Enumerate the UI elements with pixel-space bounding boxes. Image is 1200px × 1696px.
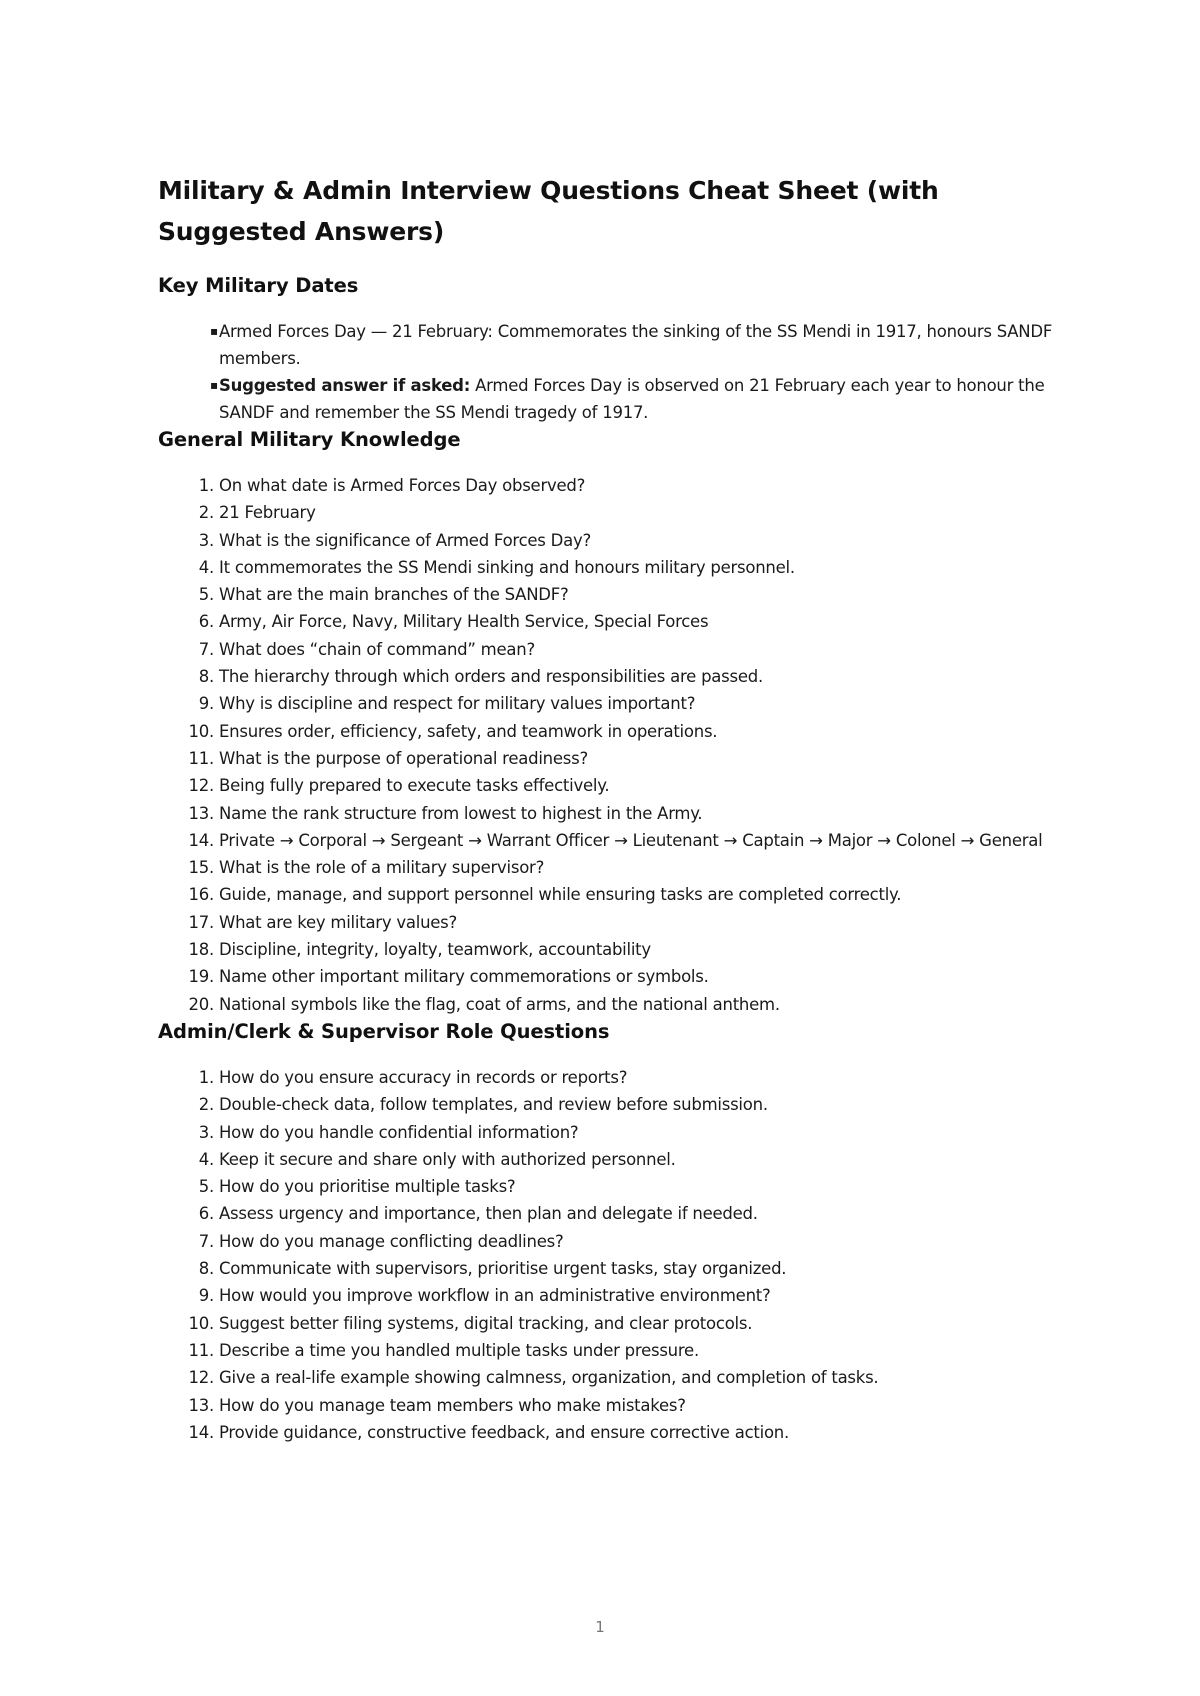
list-item-text: National symbols like the flag, coat of arms, and the national anthem. bbox=[219, 994, 780, 1014]
list-item-text: How would you improve workflow in an administrative environment? bbox=[219, 1286, 771, 1306]
list-item bbox=[158, 1064, 1058, 1091]
list-item bbox=[158, 963, 1058, 990]
list-item-number: 5. bbox=[198, 1177, 214, 1197]
list-item bbox=[158, 1091, 1058, 1118]
general-questions-list bbox=[158, 472, 1058, 1018]
list-item-number: 1. bbox=[198, 476, 214, 495]
bullet-text: Armed Forces Day is observed on 21 February each year to honour the SANDF and remember the SS Mendi tragedy of 1917. bbox=[219, 376, 1045, 422]
list-item-text: Name other important military commemorations or symbols. bbox=[219, 967, 709, 987]
list-item-text: How do you manage team members who make mistakes? bbox=[219, 1395, 686, 1415]
list-item-text: What is the role of a military supervisor? bbox=[219, 858, 545, 878]
list-item-text: Ensures order, efficiency, safety, and teamwork in operations. bbox=[219, 721, 718, 741]
list-item-number: 15. bbox=[188, 858, 214, 878]
list-item-number: 7. bbox=[198, 639, 214, 659]
page-number: 1 bbox=[595, 1618, 605, 1636]
list-item-text: It commemorates the SS Mendi sinking and honours military personnel. bbox=[219, 557, 795, 577]
list-item-number: 7. bbox=[198, 1231, 214, 1251]
list-item-number: 3. bbox=[198, 530, 214, 550]
list-item bbox=[158, 608, 1058, 635]
list-item-number: 1. bbox=[198, 1067, 214, 1087]
list-item bbox=[158, 936, 1058, 963]
list-item-number: 13. bbox=[188, 803, 214, 823]
list-item bbox=[158, 1255, 1058, 1282]
list-item bbox=[158, 1419, 1058, 1446]
list-item bbox=[158, 1364, 1058, 1391]
list-item-number: 10. bbox=[188, 721, 214, 741]
list-item bbox=[158, 1392, 1058, 1419]
list-item-text: How do you prioritise multiple tasks? bbox=[219, 1177, 516, 1197]
list-item-number: 12. bbox=[188, 776, 214, 796]
list-item-text: Being fully prepared to execute tasks effectively. bbox=[219, 776, 610, 796]
list-item-number: 11. bbox=[188, 1340, 214, 1360]
list-item-number: 4. bbox=[198, 1149, 214, 1169]
list-item-text: The hierarchy through which orders and responsibilities are passed. bbox=[219, 667, 763, 687]
list-item-text: How do you handle confidential information? bbox=[219, 1122, 579, 1142]
list-item bbox=[158, 318, 1058, 372]
list-item bbox=[158, 800, 1058, 827]
list-item bbox=[158, 1337, 1058, 1364]
list-item-number: 2. bbox=[198, 1095, 214, 1115]
page-title: Military & Admin Interview Questions Cheat Sheet (with Suggested Answers) bbox=[158, 176, 939, 246]
list-item bbox=[158, 1119, 1058, 1146]
list-item-text: Describe a time you handled multiple tasks under pressure. bbox=[219, 1340, 699, 1360]
list-item-number: 14. bbox=[188, 830, 214, 850]
list-item bbox=[158, 1228, 1058, 1255]
list-item-text: What does “chain of command” mean? bbox=[219, 639, 535, 659]
list-item bbox=[158, 690, 1058, 717]
list-item bbox=[158, 772, 1058, 799]
list-item bbox=[158, 909, 1058, 936]
list-item-text: Army, Air Force, Navy, Military Health Service, Special Forces bbox=[219, 612, 709, 632]
list-item bbox=[158, 1310, 1058, 1337]
list-item-number: 8. bbox=[198, 667, 214, 687]
list-item-number: 2. bbox=[198, 503, 214, 523]
list-item-number: 6. bbox=[198, 1204, 214, 1224]
list-item-number: 9. bbox=[198, 1286, 214, 1306]
list-item bbox=[158, 881, 1058, 908]
list-item-text: Double-check data, follow templates, and review before submission. bbox=[219, 1095, 768, 1115]
list-item-text: What are key military values? bbox=[219, 912, 458, 932]
list-item-text: Discipline, integrity, loyalty, teamwork, accountability bbox=[219, 940, 651, 960]
bullet-bold-label: Suggested answer if asked: bbox=[219, 376, 471, 395]
section-heading-key-dates: Key Military Dates bbox=[158, 274, 359, 297]
list-item-text: How do you ensure accuracy in records or reports? bbox=[219, 1067, 628, 1087]
list-item bbox=[158, 1146, 1058, 1173]
section-heading-admin: Admin/Clerk & Supervisor Role Questions bbox=[158, 1019, 610, 1043]
list-item bbox=[158, 718, 1058, 745]
list-item-text: Guide, manage, and support personnel while ensuring tasks are completed correctly. bbox=[219, 885, 902, 905]
section-heading-general: General Military Knowledge bbox=[158, 428, 461, 451]
list-item-number: 6. bbox=[198, 612, 214, 632]
list-item-text: Give a real-life example showing calmness, organization, and completion of tasks. bbox=[219, 1368, 879, 1388]
list-item bbox=[158, 1282, 1058, 1309]
list-item bbox=[158, 636, 1058, 663]
list-item-text: Why is discipline and respect for military values important? bbox=[219, 694, 696, 714]
list-item bbox=[158, 745, 1058, 772]
list-item-number: 10. bbox=[188, 1313, 214, 1333]
key-dates-list bbox=[158, 318, 1058, 426]
list-item-number: 3. bbox=[198, 1122, 214, 1142]
list-item bbox=[158, 372, 1058, 426]
list-item bbox=[158, 499, 1058, 526]
list-item-number: 4. bbox=[198, 557, 214, 577]
list-item-text: Keep it secure and share only with authorized personnel. bbox=[219, 1149, 676, 1169]
document-content bbox=[158, 170, 1058, 1446]
list-item-number: 13. bbox=[188, 1395, 214, 1415]
list-item-number: 16. bbox=[188, 885, 214, 905]
list-item bbox=[158, 991, 1058, 1018]
list-item-text: Suggest better filing systems, digital tracking, and clear protocols. bbox=[219, 1313, 753, 1333]
list-item-number: 14. bbox=[188, 1422, 214, 1442]
list-item-number: 19. bbox=[188, 967, 214, 987]
list-item-text: Provide guidance, constructive feedback, and ensure corrective action. bbox=[219, 1422, 789, 1442]
list-item bbox=[158, 554, 1058, 581]
list-item-text: Assess urgency and importance, then plan and delegate if needed. bbox=[219, 1204, 758, 1224]
list-item bbox=[158, 527, 1058, 554]
list-item-text: 21 February bbox=[219, 503, 316, 523]
admin-questions-list bbox=[158, 1064, 1058, 1446]
list-item-text: How do you manage conflicting deadlines? bbox=[219, 1231, 564, 1251]
list-item-number: 9. bbox=[198, 694, 214, 714]
bullet-text: Armed Forces Day — 21 February: Commemorates the sinking of the SS Mendi in 1917, honours SANDF members. bbox=[219, 322, 1053, 368]
list-item-text: On what date is Armed Forces Day observed? bbox=[219, 476, 586, 495]
list-item-text: What is the purpose of operational readiness? bbox=[219, 748, 588, 768]
list-item bbox=[158, 663, 1058, 690]
list-item-text: Private → Corporal → Sergeant → Warrant Officer → Lieutenant → Captain → Major → Colonel → General bbox=[219, 830, 1043, 850]
list-item-number: 12. bbox=[188, 1368, 214, 1388]
list-item bbox=[158, 581, 1058, 608]
list-item bbox=[158, 1173, 1058, 1200]
list-item-text: What are the main branches of the SANDF? bbox=[219, 585, 569, 605]
bullet-icon: ▪ bbox=[210, 378, 218, 392]
list-item-number: 11. bbox=[188, 748, 214, 768]
list-item bbox=[158, 472, 1058, 499]
list-item-text: What is the significance of Armed Forces Day? bbox=[219, 530, 591, 550]
list-item-text: Name the rank structure from lowest to highest in the Army. bbox=[219, 803, 703, 823]
list-item-number: 18. bbox=[188, 940, 214, 960]
list-item bbox=[158, 1200, 1058, 1227]
list-item-number: 17. bbox=[188, 912, 214, 932]
list-item-text: Communicate with supervisors, prioritise urgent tasks, stay organized. bbox=[219, 1259, 787, 1279]
list-item-number: 8. bbox=[198, 1259, 214, 1279]
list-item-number: 20. bbox=[188, 994, 214, 1014]
list-item-number: 5. bbox=[198, 585, 214, 605]
list-item bbox=[158, 854, 1058, 881]
list-item bbox=[158, 827, 1058, 854]
bullet-icon: ▪ bbox=[210, 324, 218, 338]
